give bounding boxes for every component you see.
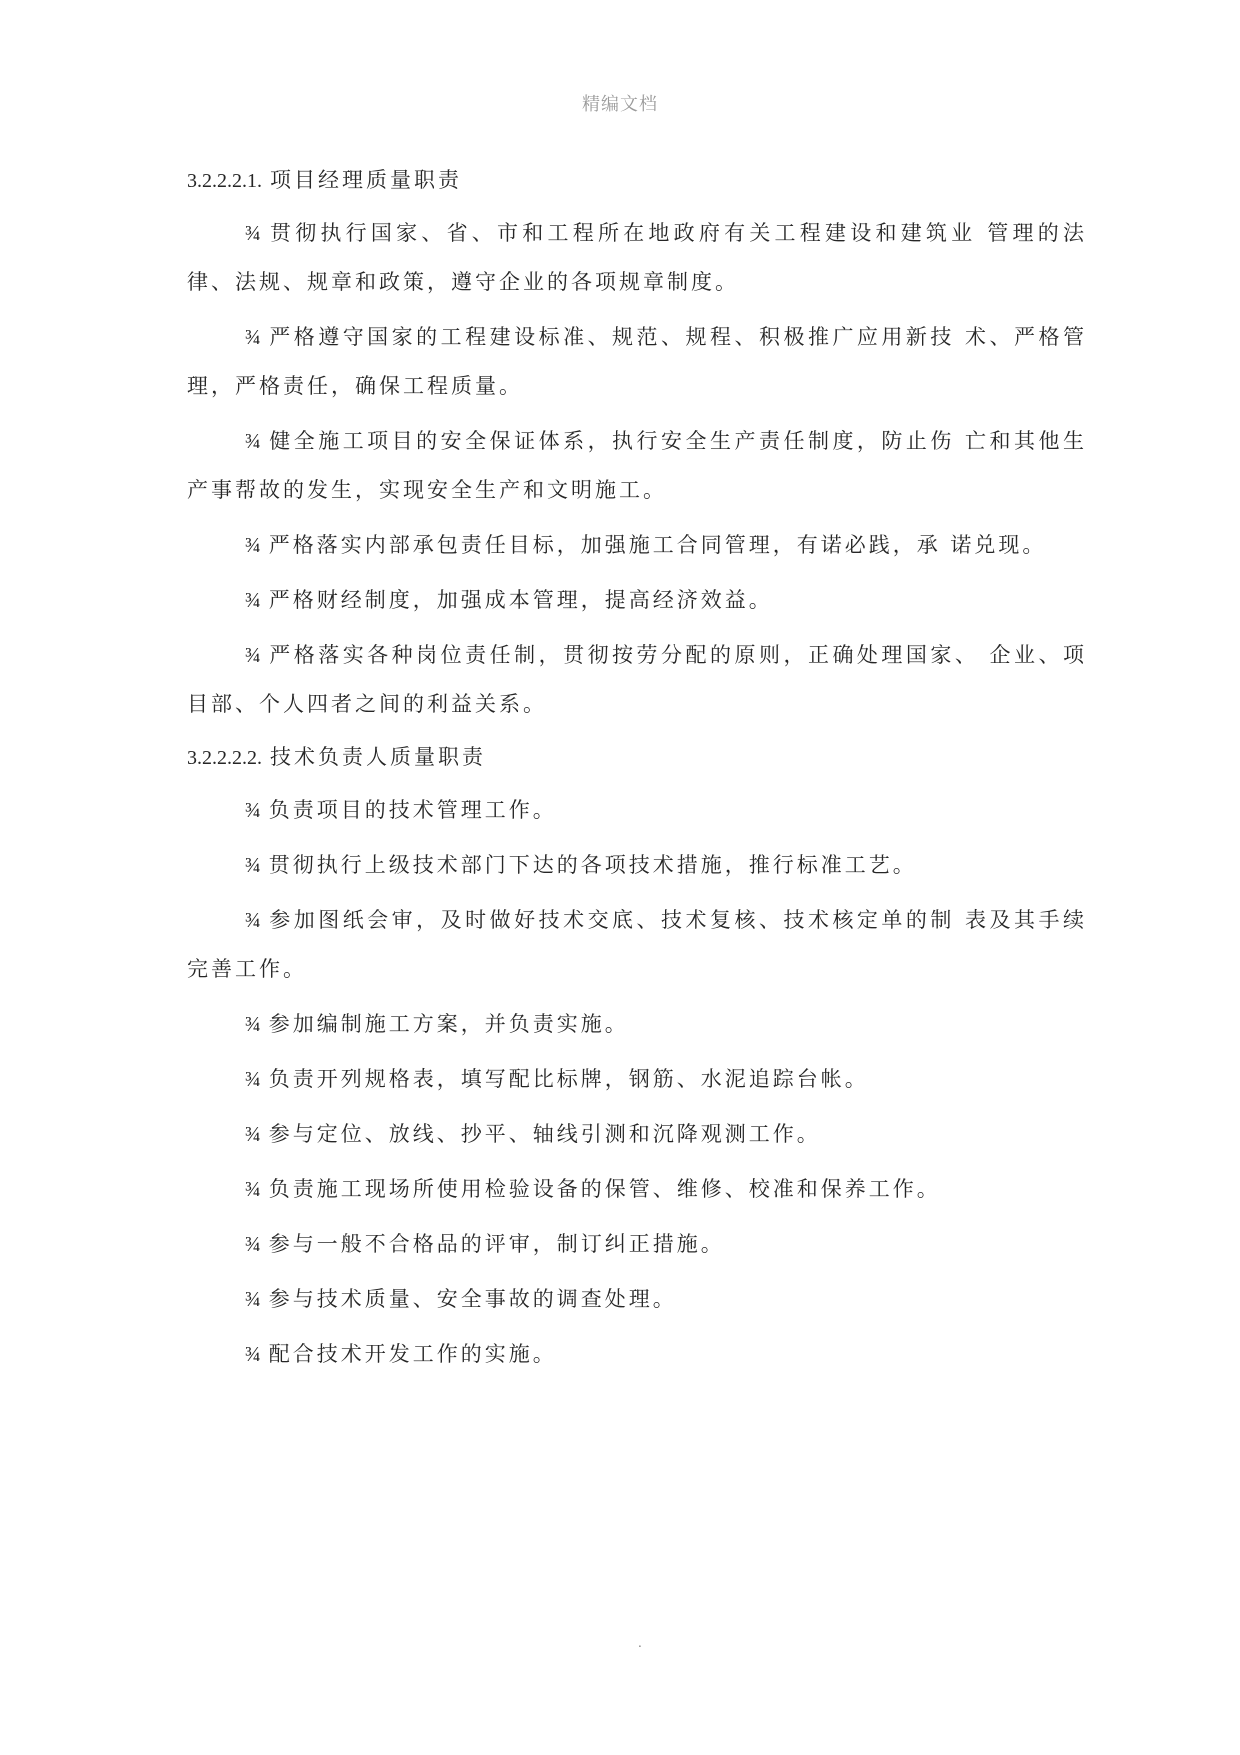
list-item: ¾ 严格落实内部承包责任目标，加强施工合同管理，有诺必践，承 诺兑现。	[245, 533, 1047, 557]
document-body	[187, 158, 1087, 1385]
section-heading	[187, 158, 1087, 203]
list-item: ¾ 配合技术开发工作的实施。	[245, 1342, 557, 1366]
list-item: ¾ 参与定位、放线、抄平、轴线引测和沉降观测工作。	[245, 1122, 821, 1146]
list-item: ¾ 严格落实各种岗位责任制，贯彻按劳分配的原则，正确处理国家、 企业、项目部、个人四者之间的利益关系。	[187, 643, 1087, 716]
bullet-icon: ¾	[245, 908, 261, 932]
bullet-icon: ¾	[245, 221, 261, 245]
section-number: 3.2.2.2.1.	[187, 170, 262, 192]
bullet-icon: ¾	[245, 853, 261, 877]
page-footer: .	[638, 1636, 642, 1650]
page-header: 精编文档	[582, 94, 658, 115]
list-item: ¾ 负责项目的技术管理工作。	[245, 798, 557, 822]
bullet-icon: ¾	[245, 325, 261, 349]
list-item: ¾ 参加编制施工方案，并负责实施。	[245, 1012, 629, 1036]
section-title: 技术负责人质量职责	[270, 745, 486, 769]
list-item: ¾ 负责施工现场所使用检验设备的保管、维修、校准和保养工作。	[245, 1177, 941, 1201]
bullet-icon: ¾	[245, 1232, 261, 1256]
list-item: ¾ 健全施工项目的安全保证体系，执行安全生产责任制度，防止伤 亡和其他生产事帮故的发生，实现安全生产和文明施工。	[187, 429, 1087, 502]
bullet-icon: ¾	[245, 798, 261, 822]
list-item: ¾ 参与一般不合格品的评审，制订纠正措施。	[245, 1232, 725, 1256]
bullet-icon: ¾	[245, 1342, 261, 1366]
bullet-icon: ¾	[245, 533, 261, 557]
bullet-icon: ¾	[245, 429, 261, 453]
list-item: ¾ 贯彻执行上级技术部门下达的各项技术措施，推行标准工艺。	[245, 853, 917, 877]
section-heading	[187, 735, 1087, 780]
section-number: 3.2.2.2.2.	[187, 747, 262, 769]
bullet-icon: ¾	[245, 1012, 261, 1036]
bullet-icon: ¾	[245, 1177, 261, 1201]
bullet-icon: ¾	[245, 1287, 261, 1311]
list-item: ¾ 贯彻执行国家、省、市和工程所在地政府有关工程建设和建筑业 管理的法律、法规、规章和政策，遵守企业的各项规章制度。	[187, 221, 1087, 294]
bullet-icon: ¾	[245, 643, 261, 667]
list-item: ¾ 严格财经制度，加强成本管理，提高经济效益。	[245, 588, 773, 612]
list-item: ¾ 参加图纸会审，及时做好技术交底、技术复核、技术核定单的制 表及其手续完善工作。	[187, 908, 1087, 981]
list-item: ¾ 参与技术质量、安全事故的调查处理。	[245, 1287, 677, 1311]
bullet-icon: ¾	[245, 1067, 261, 1091]
bullet-icon: ¾	[245, 1122, 261, 1146]
bullet-icon: ¾	[245, 588, 261, 612]
list-item: ¾ 负责开列规格表，填写配比标牌，钢筋、水泥追踪台帐。	[245, 1067, 869, 1091]
section-title: 项目经理质量职责	[270, 168, 462, 192]
list-item: ¾ 严格遵守国家的工程建设标准、规范、规程、积极推广应用新技 术、严格管理，严格责任，确保工程质量。	[187, 325, 1087, 398]
